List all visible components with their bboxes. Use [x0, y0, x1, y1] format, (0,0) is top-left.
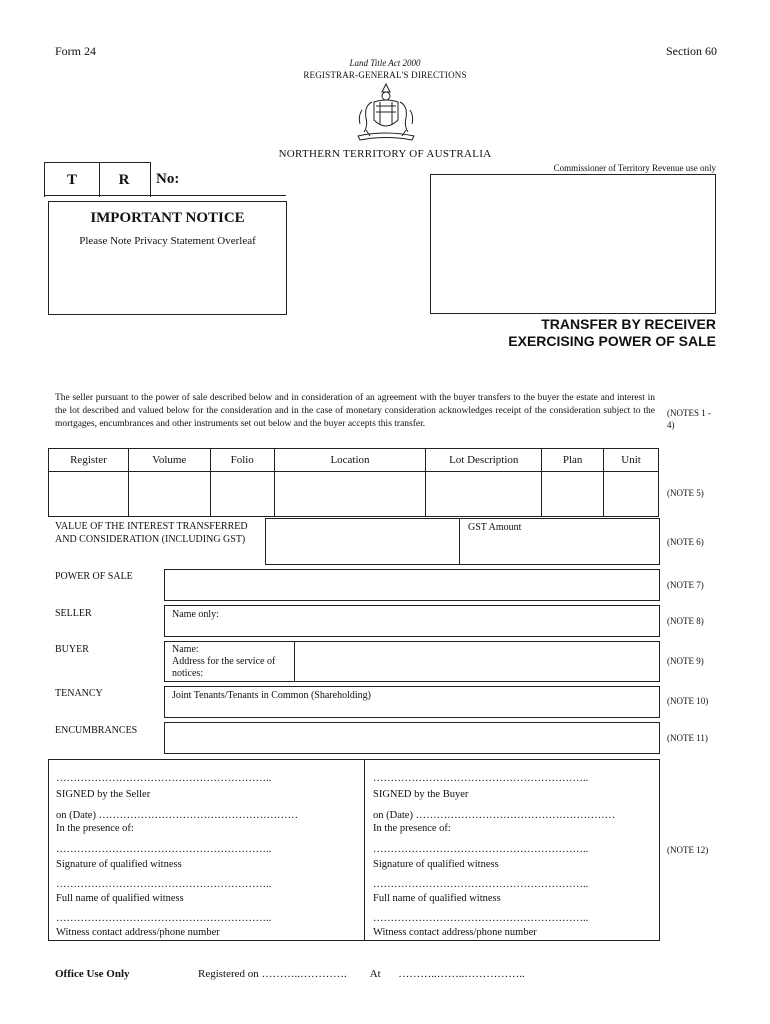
- buyer-signed-label: SIGNED by the Buyer: [373, 789, 469, 800]
- plan-cell[interactable]: [542, 472, 604, 517]
- column-header: Plan: [542, 449, 604, 472]
- volume-cell[interactable]: [128, 472, 210, 517]
- tr-underline: [44, 195, 286, 196]
- act-title: Land Title Act 2000: [349, 58, 421, 68]
- seller-date-line[interactable]: …………………………………………………: [98, 810, 299, 821]
- note-8: (NOTE 8): [667, 616, 704, 626]
- buyer-witness-signature-line[interactable]: ……………………………………………………..: [373, 844, 589, 855]
- location-cell[interactable]: [274, 472, 426, 517]
- document-title-line2: EXERCISING POWER OF SALE: [508, 333, 716, 349]
- seller-witness-name-line[interactable]: ……………………………………………………..: [56, 879, 272, 890]
- at-line[interactable]: ………..……..……………..: [398, 968, 525, 980]
- column-header: Location: [274, 449, 426, 472]
- tenancy-hint: Joint Tenants/Tenants in Common (Shareholding): [172, 690, 371, 701]
- gst-divider: [459, 518, 460, 565]
- signature-divider: [364, 759, 365, 941]
- buyer-presence-label: In the presence of:: [373, 823, 451, 834]
- lot-table-header: [49, 449, 659, 472]
- seller-presence-label: In the presence of:: [56, 823, 134, 834]
- column-header: Lot Description: [426, 449, 542, 472]
- tr-t-cell: T: [44, 162, 100, 197]
- registration-line: [198, 968, 525, 980]
- seller-date-text: on (Date): [56, 810, 96, 821]
- note-12: (NOTE 12): [667, 845, 709, 855]
- table-row: [49, 472, 659, 517]
- buyer-witness-name-line[interactable]: ……………………………………………………..: [373, 879, 589, 890]
- territory-title: NORTHERN TERRITORY OF AUSTRALIA: [278, 148, 492, 160]
- directions-title: REGISTRAR-GENERAL'S DIRECTIONS: [303, 70, 467, 80]
- registered-on-label: Registered on: [198, 968, 259, 980]
- buyer-date-text: on (Date): [373, 810, 413, 821]
- buyer-signature-line[interactable]: ……………………………………………………..: [373, 773, 589, 784]
- power-of-sale-label: POWER OF SALE: [55, 571, 133, 582]
- seller-witness-signature-line[interactable]: ……………………………………………………..: [56, 844, 272, 855]
- seller-label: SELLER: [55, 608, 92, 619]
- section-number: Section 60: [666, 44, 717, 58]
- at-label: At: [369, 968, 381, 980]
- tenancy-field[interactable]: [164, 686, 660, 718]
- seller-witness-signature-label: Signature of qualified witness: [56, 859, 182, 870]
- unit-cell[interactable]: [604, 472, 659, 517]
- buyer-witness-contact-label: Witness contact address/phone number: [373, 927, 537, 938]
- commissioner-label: Commissioner of Territory Revenue use only: [553, 163, 716, 173]
- tr-r-cell: R: [98, 162, 151, 197]
- registered-on-line[interactable]: ………..………….: [261, 968, 347, 980]
- note-11: (NOTE 11): [667, 733, 708, 743]
- lot-description-cell[interactable]: [426, 472, 542, 517]
- seller-signature-line[interactable]: ……………………………………………………..: [56, 773, 272, 784]
- seller-field[interactable]: [164, 605, 660, 637]
- note-7: (NOTE 7): [667, 580, 704, 590]
- tr-number-box: [44, 162, 286, 196]
- note-6: (NOTE 6): [667, 537, 704, 547]
- value-label: VALUE OF THE INTEREST TRANSFERRED AND CONSIDERATION (INCLUDING GST): [55, 521, 248, 545]
- seller-witness-contact-label: Witness contact address/phone number: [56, 927, 220, 938]
- folio-cell[interactable]: [210, 472, 274, 517]
- note-10: (NOTE 10): [667, 696, 709, 706]
- value-field[interactable]: [265, 518, 660, 565]
- seller-signed-label: SIGNED by the Seller: [56, 789, 151, 800]
- notice-title: IMPORTANT NOTICE: [90, 210, 245, 226]
- buyer-witness-contact-line[interactable]: ……………………………………………………..: [373, 913, 589, 924]
- signature-section: [48, 759, 660, 941]
- column-header: Register: [49, 449, 129, 472]
- tenancy-label: TENANCY: [55, 688, 103, 699]
- power-of-sale-field[interactable]: [164, 569, 660, 601]
- buyer-label: BUYER: [55, 644, 89, 655]
- gst-label: GST Amount: [468, 522, 522, 533]
- office-use-label: Office Use Only: [55, 968, 130, 980]
- buyer-address-label: Address for the service of notices:: [172, 656, 276, 679]
- commissioner-box[interactable]: [430, 174, 716, 314]
- important-notice-box: [48, 201, 287, 315]
- note-5: (NOTE 5): [667, 488, 704, 498]
- buyer-name-label: Name:: [172, 644, 199, 655]
- buyer-date-line[interactable]: …………………………………………………: [415, 810, 616, 821]
- seller-hint: Name only:: [172, 609, 219, 620]
- buyer-witness-name-label: Full name of qualified witness: [373, 893, 501, 904]
- form-number: Form 24: [55, 44, 97, 58]
- buyer-date-label: [373, 810, 615, 821]
- document-title-line1: TRANSFER BY RECEIVER: [541, 316, 716, 332]
- encumbrances-field[interactable]: [164, 722, 660, 754]
- intro-paragraph: The seller pursuant to the power of sale described below and in consideration of an agreement with the buyer transfers to the buyer the estate and interest in the lot described and valued below for the consideration and in the case of monetary consideration acknowledges receipt of the consideration subject to the mortgages, encumbrances and other instruments set out below and the buyer accepts this transfer.: [55, 393, 655, 429]
- notice-text: Please Note Privacy Statement Overleaf: [79, 235, 256, 247]
- column-header: Volume: [128, 449, 210, 472]
- coat-of-arms-icon: [346, 80, 426, 146]
- register-cell[interactable]: [49, 472, 129, 517]
- column-header: Folio: [210, 449, 274, 472]
- seller-witness-contact-line[interactable]: ……………………………………………………..: [56, 913, 272, 924]
- column-header: Unit: [604, 449, 659, 472]
- buyer-divider: [294, 641, 295, 682]
- encumbrances-label: ENCUMBRANCES: [55, 725, 138, 736]
- buyer-field[interactable]: [164, 641, 660, 682]
- seller-witness-name-label: Full name of qualified witness: [56, 893, 184, 904]
- lot-table: [48, 448, 659, 517]
- buyer-witness-signature-label: Signature of qualified witness: [373, 859, 499, 870]
- seller-date-label: [56, 810, 298, 821]
- note-1-4: (NOTES 1 - 4): [667, 408, 711, 430]
- note-9: (NOTE 9): [667, 656, 704, 666]
- tr-no-label: No:: [156, 170, 180, 187]
